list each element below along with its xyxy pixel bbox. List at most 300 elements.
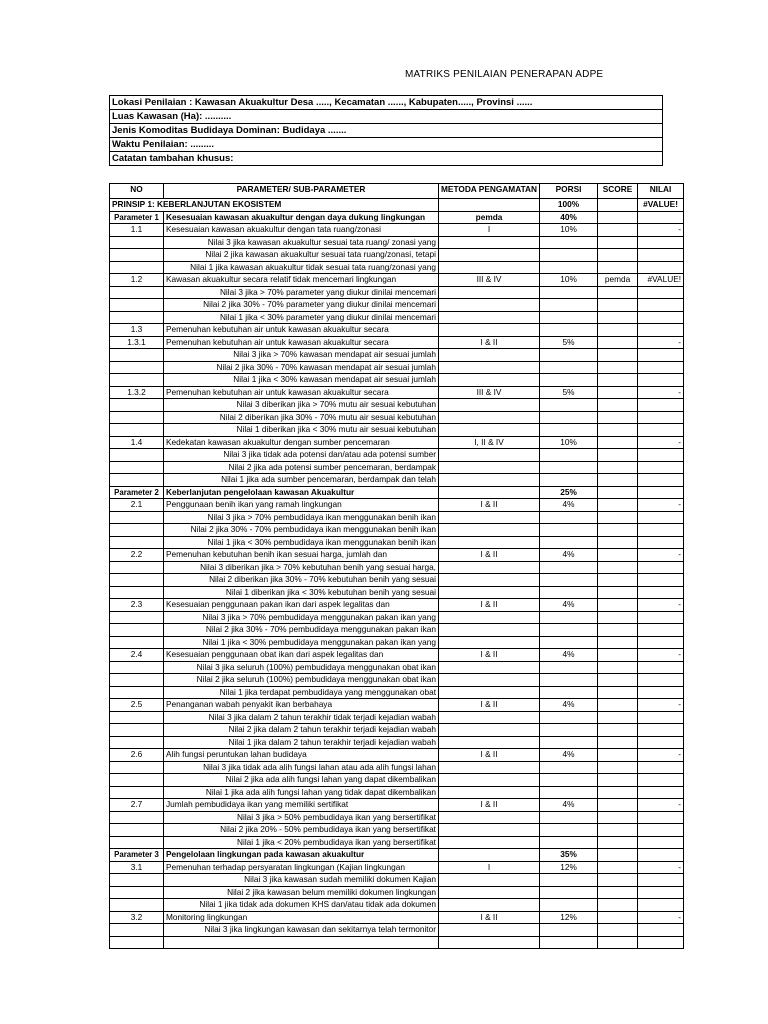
table-row [110,449,684,462]
cell-param: Nilai 1 jika < 30% parameter yang diukur dinilai mencemari [164,311,439,324]
cell-metoda [439,461,540,474]
cell-porsi [540,711,598,724]
table-row [110,236,684,249]
cell-nilai [638,211,684,224]
cell-param [164,936,439,949]
cell-porsi [540,324,598,337]
cell-metoda [439,411,540,424]
cell-param: Nilai 1 jika tidak ada dokumen KHS dan/atau tidak ada dokumen [164,899,439,912]
cell-metoda [439,299,540,312]
cell-nilai [638,524,684,537]
cell-nilai [638,324,684,337]
cell-porsi [540,811,598,824]
cell-score [598,899,638,912]
table-row [110,736,684,749]
table-row [110,249,684,262]
cell-porsi: 10% [540,436,598,449]
cell-porsi: 10% [540,224,598,237]
cell-param: Kesesuaian penggunaan obat ikan dari aspek legalitas dan [164,649,439,662]
cell-porsi [540,924,598,937]
table-row [110,349,684,362]
cell-param: Nilai 1 jika < 30% pembudidaya menggunakan pakan ikan yang [164,636,439,649]
table-row [110,824,684,837]
cell-porsi [540,286,598,299]
cell-no [110,361,164,374]
cell-param: Nilai 2 jika 30% - 70% parameter yang diukur dinilai mencemari [164,299,439,312]
cell-nilai: - [638,499,684,512]
table-row [110,836,684,849]
cell-metoda [439,374,540,387]
cell-param: Nilai 2 jika dalam 2 tahun terakhir terjadi kejadian wabah [164,724,439,737]
cell-no [110,661,164,674]
cell-score [598,811,638,824]
cell-param: Nilai 3 jika > 70% pembudidaya menggunakan pakan ikan yang [164,611,439,624]
cell-param: Nilai 3 diberikan jika > 70% mutu air sesuai kebutuhan [164,399,439,412]
table-row [110,799,684,812]
cell-score [598,636,638,649]
table-row [110,874,684,887]
cell-porsi: 35% [540,849,598,862]
cell-nilai [638,261,684,274]
table-row [110,261,684,274]
cell-param: Nilai 3 diberikan jika > 70% kebutuhan benih yang sesuai harga, [164,561,439,574]
table-row [110,399,684,412]
table-row [110,486,684,499]
cell-nilai [638,586,684,599]
cell-metoda: I & II [439,799,540,812]
cell-no: 1.2 [110,274,164,287]
cell-nilai [638,536,684,549]
cell-param: Nilai 2 diberikan jika 30% - 70% mutu air sesuai kebutuhan [164,411,439,424]
cell-no: 1.3.1 [110,336,164,349]
cell-porsi [540,311,598,324]
cell-param: Nilai 1 diberikan jika < 30% mutu air sesuai kebutuhan [164,424,439,437]
cell-porsi: 10% [540,274,598,287]
cell-no [110,261,164,274]
cell-no [110,899,164,912]
table-row [110,549,684,562]
cell-metoda [439,399,540,412]
cell-score [598,299,638,312]
cell-score [598,686,638,699]
cell-porsi [540,736,598,749]
cell-nilai [638,374,684,387]
cell-porsi [540,236,598,249]
cell-score [598,261,638,274]
table-row [110,674,684,687]
cell-no: 2.3 [110,599,164,612]
cell-metoda [439,824,540,837]
table-row [110,411,684,424]
cell-no [110,561,164,574]
table-row [110,361,684,374]
cell-nilai [638,724,684,737]
cell-param: Nilai 3 jika kawasan sudah memiliki dokumen Kajian [164,874,439,887]
table-row [110,661,684,674]
cell-score [598,911,638,924]
cell-porsi [540,824,598,837]
table-row [110,699,684,712]
cell-score [598,624,638,637]
cell-nilai: - [638,436,684,449]
table-row [110,324,684,337]
cell-no [110,724,164,737]
cell-no [110,611,164,624]
cell-metoda: I & II [439,336,540,349]
info-area: Luas Kawasan (Ha): .......... [110,110,663,124]
cell-porsi: 5% [540,336,598,349]
cell-score [598,786,638,799]
cell-no: 1.1 [110,224,164,237]
cell-no: 2.7 [110,799,164,812]
cell-score [598,436,638,449]
cell-metoda [439,836,540,849]
table-row [110,761,684,774]
cell-param: Nilai 2 jika kawasan belum memiliki dokumen lingkungan [164,886,439,899]
info-table [109,95,663,166]
cell-porsi [540,774,598,787]
cell-nilai [638,236,684,249]
table-row [110,336,684,349]
col-header-score: SCORE [598,184,638,199]
cell-param: Nilai 1 jika ada sumber pencemaran, berdampak dan telah [164,474,439,487]
table-row [110,511,684,524]
table-row [110,624,684,637]
cell-score [598,324,638,337]
cell-metoda [439,486,540,499]
cell-metoda [439,774,540,787]
cell-no: 1.4 [110,436,164,449]
cell-metoda [439,786,540,799]
cell-nilai [638,361,684,374]
cell-score [598,349,638,362]
cell-param: Kawasan akuakultur secara relatif tidak mencemari lingkungan [164,274,439,287]
cell-no [110,936,164,949]
cell-param: Keberlanjutan pengelolaan kawasan Akuakultur [164,486,439,499]
cell-metoda: I & II [439,749,540,762]
table-row [110,649,684,662]
cell-param: Kesesuaian penggunaan pakan ikan dari aspek legalitas dan [164,599,439,612]
cell-porsi [540,936,598,949]
cell-no: 2.5 [110,699,164,712]
cell-nilai [638,574,684,587]
cell-metoda [439,611,540,624]
cell-param: Nilai 1 jika < 20% pembudidaya ikan yang bersertifikat [164,836,439,849]
cell-porsi [540,674,598,687]
cell-param: Nilai 1 jika < 30% pembudidaya ikan menggunakan benih ikan [164,536,439,549]
cell-score [598,749,638,762]
cell-no: 2.1 [110,499,164,512]
cell-param: Kedekatan kawasan akuakultur dengan sumber pencemaran [164,436,439,449]
cell-param: Nilai 1 jika dalam 2 tahun terakhir terjadi kejadian wabah [164,736,439,749]
cell-metoda: I [439,224,540,237]
table-row [110,224,684,237]
cell-no [110,836,164,849]
cell-nilai [638,411,684,424]
cell-score [598,586,638,599]
cell-score [598,511,638,524]
cell-metoda [439,574,540,587]
cell-nilai [638,761,684,774]
cell-nilai: - [638,599,684,612]
table-body [110,199,684,949]
cell-score [598,374,638,387]
cell-metoda [439,636,540,649]
cell-no: Parameter 2 [110,486,164,499]
cell-metoda: III & IV [439,386,540,399]
cell-porsi: 100% [540,199,598,212]
cell-metoda: I & II [439,599,540,612]
cell-nilai: - [638,336,684,349]
cell-no [110,349,164,362]
cell-nilai [638,661,684,674]
cell-porsi [540,874,598,887]
cell-score [598,361,638,374]
cell-no [110,874,164,887]
table-row [110,749,684,762]
table-row [110,924,684,937]
cell-score [598,699,638,712]
cell-score [598,399,638,412]
cell-nilai: - [638,911,684,924]
cell-no: 3.2 [110,911,164,924]
cell-nilai: - [638,699,684,712]
cell-nilai [638,474,684,487]
cell-porsi [540,249,598,262]
cell-no [110,886,164,899]
table-header-row [110,184,684,199]
cell-metoda: I [439,861,540,874]
cell-param: Kesesuaian kawasan akuakultur dengan tata ruang/zonasi [164,224,439,237]
table-row [110,586,684,599]
cell-no [110,311,164,324]
cell-score [598,836,638,849]
table-row [110,211,684,224]
cell-metoda: I & II [439,911,540,924]
cell-nilai [638,511,684,524]
cell-nilai [638,886,684,899]
cell-score [598,599,638,612]
cell-param: Nilai 1 jika terdapat pembudidaya yang menggunakan obat [164,686,439,699]
cell-nilai [638,874,684,887]
table-row [110,611,684,624]
cell-param: Nilai 2 jika 30% - 70% pembudidaya ikan menggunakan benih ikan [164,524,439,537]
cell-param: Nilai 2 diberikan jika 30% - 70% kebutuhan benih yang sesuai [164,574,439,587]
cell-nilai [638,461,684,474]
cell-metoda [439,349,540,362]
cell-metoda: III & IV [439,274,540,287]
cell-porsi [540,536,598,549]
cell-porsi [540,474,598,487]
cell-score [598,924,638,937]
cell-no [110,399,164,412]
cell-no [110,636,164,649]
table-row [110,286,684,299]
cell-metoda [439,511,540,524]
cell-score [598,874,638,887]
cell-no [110,511,164,524]
table-row [110,861,684,874]
cell-porsi [540,399,598,412]
cell-metoda [439,936,540,949]
cell-no [110,299,164,312]
cell-metoda [439,924,540,937]
table-row [110,561,684,574]
cell-param: Nilai 2 jika 30% - 70% pembudidaya menggunakan pakan ikan [164,624,439,637]
cell-param: Nilai 2 jika 30% - 70% kawasan mendapat air sesuai jumlah [164,361,439,374]
cell-metoda: pemda [439,211,540,224]
cell-nilai: - [638,799,684,812]
cell-metoda [439,536,540,549]
col-header-porsi: PORSI [540,184,598,199]
cell-nilai [638,299,684,312]
cell-score [598,561,638,574]
table-row [110,574,684,587]
cell-nilai: - [638,386,684,399]
cell-score [598,824,638,837]
cell-metoda [439,761,540,774]
cell-metoda [439,849,540,862]
cell-porsi [540,636,598,649]
cell-nilai [638,486,684,499]
prinsip-cell: PRINSIP 1: KEBERLANJUTAN EKOSISTEM [110,199,439,212]
cell-score [598,249,638,262]
cell-score [598,799,638,812]
cell-porsi [540,261,598,274]
cell-porsi [540,561,598,574]
cell-nilai [638,424,684,437]
table-row [110,849,684,862]
cell-param: Nilai 1 jika < 30% kawasan mendapat air sesuai jumlah [164,374,439,387]
cell-metoda [439,286,540,299]
table-row [110,461,684,474]
table-row [110,474,684,487]
cell-nilai [638,786,684,799]
assessment-matrix-table [109,183,684,949]
cell-no [110,686,164,699]
cell-param: Nilai 1 diberikan jika < 30% kebutuhan benih yang sesuai [164,586,439,599]
cell-no: 1.3.2 [110,386,164,399]
table-row [110,686,684,699]
cell-score [598,936,638,949]
cell-no [110,624,164,637]
cell-no [110,811,164,824]
cell-porsi [540,511,598,524]
cell-score [598,461,638,474]
table-row [110,811,684,824]
cell-porsi: 25% [540,486,598,499]
cell-param: Penggunaan benih ikan yang ramah lingkungan [164,499,439,512]
cell-porsi [540,299,598,312]
cell-param: Nilai 3 jika seluruh (100%) pembudidaya menggunakan obat ikan [164,661,439,674]
cell-metoda [439,586,540,599]
cell-nilai [638,774,684,787]
cell-porsi: 4% [540,649,598,662]
cell-param: Nilai 3 jika > 70% kawasan mendapat air sesuai jumlah [164,349,439,362]
table-row [110,636,684,649]
cell-nilai [638,349,684,362]
cell-porsi: 4% [540,599,598,612]
cell-metoda [439,874,540,887]
cell-param: Pemenuhan kebutuhan benih ikan sesuai harga, jumlah dan [164,549,439,562]
info-location: Lokasi Penilaian : Kawasan Akuakultur Desa ....., Kecamatan ......, Kabupaten....., Provinsi ...... [110,96,663,110]
cell-metoda: I & II [439,549,540,562]
cell-metoda [439,424,540,437]
cell-score [598,549,638,562]
cell-porsi [540,886,598,899]
cell-metoda [439,736,540,749]
table-row [110,911,684,924]
cell-porsi [540,836,598,849]
table-row [110,436,684,449]
cell-porsi [540,611,598,624]
cell-param: Nilai 3 jika lingkungan kawasan dan sekitarnya telah termonitor [164,924,439,937]
cell-metoda [439,686,540,699]
cell-param: Nilai 3 jika > 50% pembudidaya ikan yang bersertifikat [164,811,439,824]
cell-metoda [439,524,540,537]
cell-score [598,536,638,549]
cell-score [598,386,638,399]
cell-score [598,236,638,249]
cell-porsi: 4% [540,699,598,712]
cell-param: Nilai 1 jika ada alih fungsi lahan yang tidak dapat dikembalikan [164,786,439,799]
cell-no: 3.1 [110,861,164,874]
table-row [110,311,684,324]
cell-no [110,711,164,724]
cell-score [598,524,638,537]
cell-param: Pemenuhan kebutuhan air untuk kawasan akuakultur secara [164,336,439,349]
cell-no: 1.3 [110,324,164,337]
cell-score [598,486,638,499]
cell-porsi [540,899,598,912]
cell-porsi [540,586,598,599]
cell-score [598,449,638,462]
cell-score [598,199,638,212]
table-row [110,374,684,387]
cell-porsi: 12% [540,911,598,924]
table-row [110,774,684,787]
cell-porsi [540,686,598,699]
cell-no [110,761,164,774]
col-header-no: NO [110,184,164,199]
cell-nilai: - [638,549,684,562]
cell-no [110,236,164,249]
cell-nilai: - [638,649,684,662]
cell-nilai [638,674,684,687]
cell-param: Nilai 3 jika > 70% pembudidaya ikan menggunakan benih ikan [164,511,439,524]
cell-porsi [540,574,598,587]
cell-param: Nilai 3 jika kawasan akuakultur sesuai tata ruang/ zonasi yang [164,236,439,249]
cell-no [110,674,164,687]
cell-nilai [638,311,684,324]
cell-no [110,424,164,437]
cell-score [598,311,638,324]
cell-metoda [439,261,540,274]
table-row [110,899,684,912]
cell-nilai [638,836,684,849]
cell-score [598,474,638,487]
cell-nilai [638,824,684,837]
cell-no [110,449,164,462]
cell-metoda [439,624,540,637]
cell-no [110,736,164,749]
table-row [110,599,684,612]
cell-no [110,774,164,787]
cell-no: 2.6 [110,749,164,762]
cell-nilai [638,711,684,724]
cell-porsi [540,661,598,674]
table-row [110,299,684,312]
